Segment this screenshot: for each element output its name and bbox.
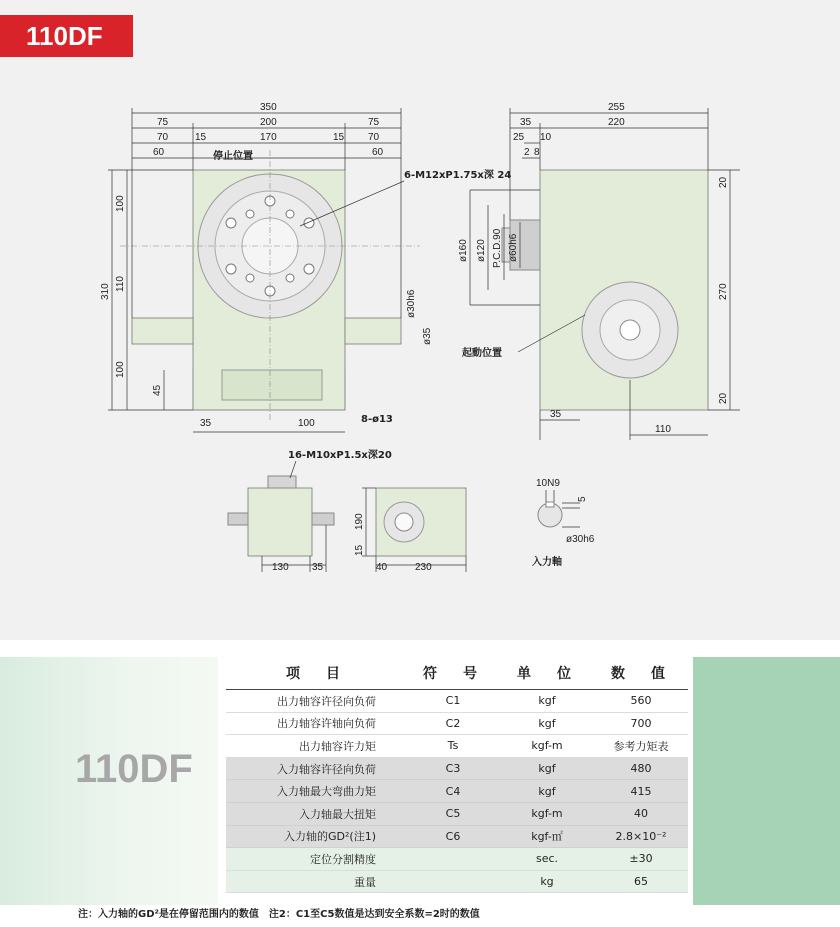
table-row (226, 848, 688, 871)
row-unit: kgf-㎡ (500, 825, 594, 848)
front-dim-45: 45 (152, 384, 163, 396)
top-dim-130: 130 (272, 562, 289, 573)
input-shaft-caption: 入力軸 (532, 557, 562, 568)
front-dim-75-left: 75 (157, 117, 169, 128)
side-dim-pcd90: P.C.D.90 (492, 228, 503, 268)
front-dim-100-bottom: 100 (115, 361, 126, 378)
row-value: ±30 (594, 848, 688, 871)
side-dim-dia160: ø160 (458, 239, 469, 262)
side-dim-25: 25 (513, 132, 525, 143)
key-width-label: 10N9 (536, 478, 560, 489)
header-item: 项 目 (226, 657, 406, 690)
row-value: 480 (594, 757, 688, 780)
row-symbol: C4 (406, 780, 500, 803)
front-dim-350: 350 (260, 102, 277, 113)
top-view (228, 448, 392, 573)
spec-table-header (226, 657, 688, 690)
output-tap-label: 6-M12xP1.75x深 24 (404, 170, 512, 181)
row-item: 出力轴容许径向负荷 (226, 690, 406, 713)
bottom-view (354, 488, 466, 573)
row-symbol: C1 (406, 690, 500, 713)
row-item: 入力轴容许径向负荷 (226, 757, 406, 780)
row-symbol: C6 (406, 825, 500, 848)
right-color-panel (693, 657, 840, 905)
row-value: 65 (594, 870, 688, 893)
row-symbol (406, 870, 500, 893)
top-tap-label: 16-M10xP1.5x深20 (288, 450, 392, 461)
row-item: 定位分割精度 (226, 848, 406, 871)
side-dim-20-bottom: 20 (718, 392, 729, 404)
side-dim-35: 35 (520, 117, 532, 128)
row-value: 40 (594, 802, 688, 825)
table-row (226, 757, 688, 780)
table-row (226, 825, 688, 848)
input-shaft-key-detail (532, 478, 595, 568)
front-dim-75-right: 75 (368, 117, 380, 128)
mount-hole-label: 8-ø13 (361, 414, 393, 425)
table-row (226, 870, 688, 893)
front-dim-200: 200 (260, 117, 277, 128)
side-dim-10: 10 (540, 132, 552, 143)
row-item: 重量 (226, 870, 406, 893)
key-depth-label: 5 (577, 496, 588, 502)
row-unit: kgf-m (500, 802, 594, 825)
row-unit: kg (500, 870, 594, 893)
row-symbol: C3 (406, 757, 500, 780)
side-dim-35-bottom: 35 (550, 409, 562, 420)
table-row (226, 802, 688, 825)
table-row (226, 780, 688, 803)
row-unit: kgf-m (500, 735, 594, 758)
table-row (226, 690, 688, 713)
row-unit: kgf (500, 712, 594, 735)
side-dim-255: 255 (608, 102, 625, 113)
spec-section (0, 640, 840, 927)
side-dim-220: 220 (608, 117, 625, 128)
row-value: 415 (594, 780, 688, 803)
front-dim-100-top: 100 (115, 195, 126, 212)
row-item: 入力轴最大扭矩 (226, 802, 406, 825)
front-dim-60-left: 60 (153, 147, 165, 158)
row-item: 入力轴的GD²(注1) (226, 825, 406, 848)
front-dim-100-bottom-h: 100 (298, 418, 315, 429)
front-view (100, 102, 511, 432)
front-dim-60-right: 60 (372, 147, 384, 158)
model-title-badge: 110DF (0, 15, 133, 57)
row-unit: sec. (500, 848, 594, 871)
row-symbol: C2 (406, 712, 500, 735)
side-dim-dia60: ø60h6 (508, 233, 519, 262)
side-dim-2: 2 (524, 147, 530, 158)
key-shaft-dia-label: ø30h6 (566, 534, 595, 545)
row-item: 入力轴最大弯曲力矩 (226, 780, 406, 803)
spec-table (226, 657, 688, 893)
header-unit: 单 位 (500, 657, 594, 690)
front-dim-110: 110 (115, 276, 126, 292)
side-dim-270: 270 (718, 283, 729, 300)
front-dim-15-left: 15 (195, 132, 207, 143)
table-row (226, 712, 688, 735)
row-unit: kgf (500, 757, 594, 780)
row-symbol (406, 848, 500, 871)
side-view (458, 102, 740, 440)
row-symbol: Ts (406, 735, 500, 758)
front-dim-15-right: 15 (333, 132, 345, 143)
start-position-label: 起動位置 (462, 348, 502, 359)
front-dim-70-right: 70 (368, 132, 380, 143)
row-item: 出力轴容许力矩 (226, 735, 406, 758)
header-symbol: 符 号 (406, 657, 500, 690)
side-dim-8: 8 (534, 147, 540, 158)
row-item: 出力轴容许轴向负荷 (226, 712, 406, 735)
model-panel (0, 657, 218, 905)
side-dim-110-bottom: 110 (655, 424, 671, 435)
front-shaft-dia: ø30h6 (406, 289, 417, 318)
row-value: 700 (594, 712, 688, 735)
bottom-dim-15: 15 (354, 544, 365, 556)
row-unit: kgf (500, 690, 594, 713)
row-unit: kgf (500, 780, 594, 803)
top-dim-35: 35 (312, 562, 324, 573)
bottom-dim-40: 40 (376, 562, 388, 573)
row-symbol: C5 (406, 802, 500, 825)
table-row (226, 735, 688, 758)
footnote: 注：入力轴的GD²是在停留范围内的数值 注2：C1至C5数值是达到安全系数=2时的数值 (78, 909, 480, 920)
side-dim-20-top: 20 (718, 176, 729, 188)
model-name: 110DF (75, 747, 193, 791)
row-value: 560 (594, 690, 688, 713)
front-dim-70-left: 70 (157, 132, 169, 143)
bottom-dim-190: 190 (354, 513, 365, 530)
front-dim-170: 170 (260, 132, 277, 143)
front-dim-35-bottom: 35 (200, 418, 212, 429)
header-value: 数 值 (594, 657, 688, 690)
bottom-dim-230: 230 (415, 562, 432, 573)
side-dim-dia120: ø120 (476, 239, 487, 262)
row-value: 2.8×10⁻² (594, 825, 688, 848)
front-shaft-height: ø35 (422, 327, 433, 345)
front-dim-310: 310 (100, 283, 111, 300)
row-value: 参考力矩表 (594, 735, 688, 758)
stop-position-label: 停止位置 (213, 151, 253, 162)
